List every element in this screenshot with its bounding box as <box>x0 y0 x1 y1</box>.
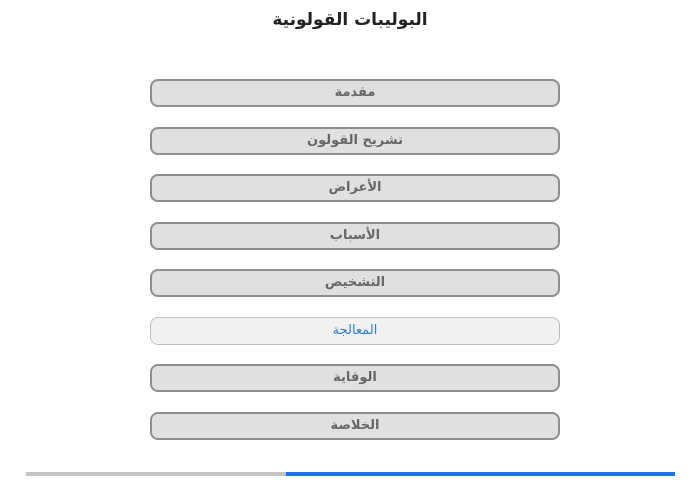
menu-item-colon-anatomy[interactable]: تشريح القولون <box>150 127 560 155</box>
menu-item-diagnosis[interactable]: التشخيص <box>150 269 560 297</box>
progress-bar-fill <box>26 472 286 476</box>
menu-item-summary[interactable]: الخلاصة <box>150 412 560 440</box>
menu-item-introduction[interactable]: مقدمة <box>150 79 560 107</box>
page-title: البوليبات القولونية <box>272 10 428 30</box>
menu-item-symptoms[interactable]: الأعراض <box>150 174 560 202</box>
menu-item-causes[interactable]: الأسباب <box>150 222 560 250</box>
chapter-menu <box>150 79 560 459</box>
menu-item-prevention[interactable]: الوقاية <box>150 364 560 392</box>
menu-item-treatment[interactable]: المعالجة <box>150 317 560 345</box>
progress-bar <box>26 472 675 476</box>
